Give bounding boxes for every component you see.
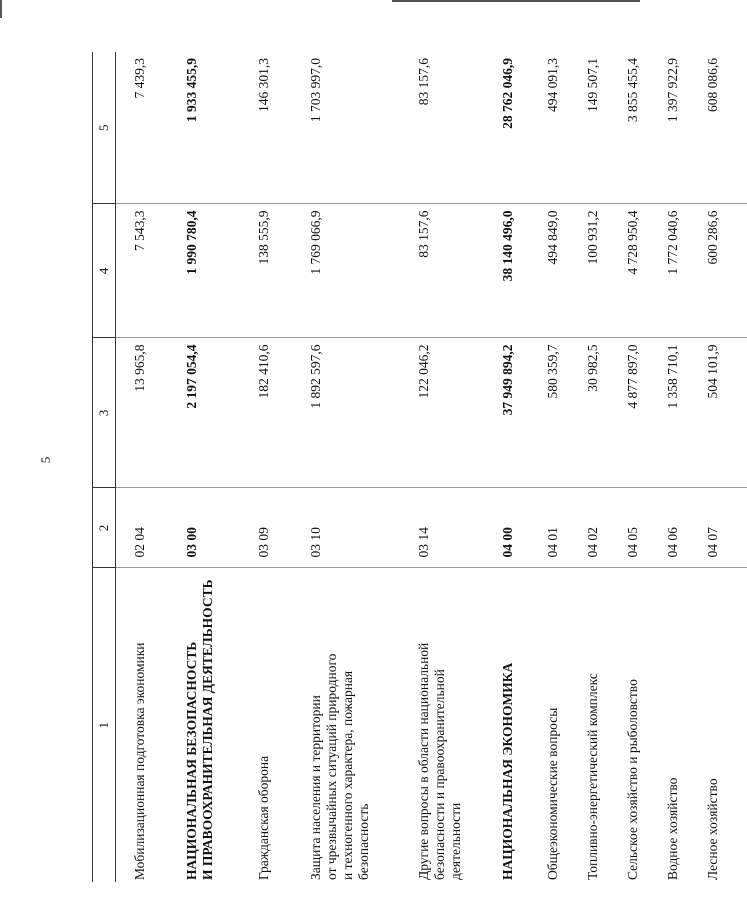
row-code: 03 09	[256, 488, 308, 568]
row-value-col3: 4 877 897,0	[625, 338, 665, 488]
row-value-col5: 1 933 455,9	[184, 52, 256, 204]
row-value-col4: 1 769 066,9	[308, 204, 416, 338]
table-row	[545, 52, 585, 882]
table-row	[705, 52, 747, 882]
row-value-col5: 7 439,3	[116, 52, 185, 204]
row-name: Гражданская оборона	[256, 755, 271, 880]
row-code: 04 02	[585, 488, 625, 568]
row-value-col5: 3 855 455,4	[625, 52, 665, 204]
row-value-col3: 13 965,8	[116, 338, 185, 488]
row-value-col3: 30 982,5	[585, 338, 625, 488]
table-row	[308, 52, 416, 882]
page-number: 5	[38, 456, 53, 464]
row-value-col3: 504 101,9	[705, 338, 747, 488]
column-header: 1	[93, 568, 116, 882]
row-value-col5: 608 086,6	[705, 52, 747, 204]
row-value-col5: 1 703 997,0	[308, 52, 416, 204]
row-value-col3: 122 046,2	[416, 338, 500, 488]
row-value-col4: 100 931,2	[585, 204, 625, 338]
table-row	[500, 52, 545, 882]
row-code: 03 00	[184, 488, 256, 568]
row-code: 04 07	[705, 488, 747, 568]
row-code: 04 05	[625, 488, 665, 568]
column-header: 4	[93, 204, 116, 338]
row-value-col4: 494 849,0	[545, 204, 585, 338]
row-value-col5: 494 091,3	[545, 52, 585, 204]
budget-table	[92, 52, 747, 882]
row-value-col5: 83 157,6	[416, 52, 500, 204]
row-value-col4: 138 555,9	[256, 204, 308, 338]
row-value-col3: 580 359,7	[545, 338, 585, 488]
row-value-col4: 600 286,6	[705, 204, 747, 338]
table-row	[116, 52, 185, 882]
table-row	[585, 52, 625, 882]
row-name: Сельское хозяйство и рыболовство	[625, 679, 640, 880]
row-value-col3: 182 410,6	[256, 338, 308, 488]
scan-artifact-left	[0, 0, 2, 18]
row-value-col4: 38 140 496,0	[500, 204, 545, 338]
row-value-col3: 1 358 710,1	[665, 338, 705, 488]
row-name: НАЦИОНАЛЬНАЯ БЕЗОПАСНОСТЬ И ПРАВООХРАНИТЕЛЬНАЯ ДЕЯТЕЛЬНОСТЬ	[184, 579, 215, 880]
row-name: Другие вопросы в области национальной безопасности и правоохранительной деятельности	[416, 642, 463, 880]
row-value-col5: 149 507,1	[585, 52, 625, 204]
row-value-col4: 7 543,3	[116, 204, 185, 338]
row-name: Лесное хозяйство	[705, 778, 720, 880]
row-name: Топливно-энергетический комплекс	[585, 673, 600, 880]
table-row	[416, 52, 500, 882]
table-header-row	[93, 52, 116, 882]
table-row	[665, 52, 705, 882]
scan-artifact-top	[392, 0, 640, 2]
budget-table-rotated	[92, 52, 720, 882]
table-row	[184, 52, 256, 882]
table-row	[625, 52, 665, 882]
row-code: 04 00	[500, 488, 545, 568]
row-code: 04 06	[665, 488, 705, 568]
row-code: 03 10	[308, 488, 416, 568]
row-value-col5: 28 762 046,9	[500, 52, 545, 204]
row-code: 02 04	[116, 488, 185, 568]
row-name: НАЦИОНАЛЬНАЯ ЭКОНОМИКА	[500, 662, 515, 880]
row-value-col3: 2 197 054,4	[184, 338, 256, 488]
row-value-col4: 1 990 780,4	[184, 204, 256, 338]
row-name: Общеэкономические вопросы	[545, 707, 560, 880]
row-value-col4: 1 772 040,6	[665, 204, 705, 338]
row-code: 03 14	[416, 488, 500, 568]
column-header: 2	[93, 488, 116, 568]
row-name: Водное хозяйство	[665, 777, 680, 880]
row-name: Защита населения и территории от чрезвычайных ситуаций природного и техногенного характера, пожарная безопасность	[308, 653, 371, 880]
row-value-col4: 4 728 950,4	[625, 204, 665, 338]
row-name: Мобилизационная подготовка экономики	[132, 642, 147, 880]
row-value-col4: 83 157,6	[416, 204, 500, 338]
row-value-col3: 1 892 597,6	[308, 338, 416, 488]
row-value-col5: 1 397 922,9	[665, 52, 705, 204]
column-header: 5	[93, 52, 116, 204]
column-header: 3	[93, 338, 116, 488]
table-row	[256, 52, 308, 882]
row-value-col3: 37 949 894,2	[500, 338, 545, 488]
row-value-col5: 146 301,3	[256, 52, 308, 204]
row-code: 04 01	[545, 488, 585, 568]
